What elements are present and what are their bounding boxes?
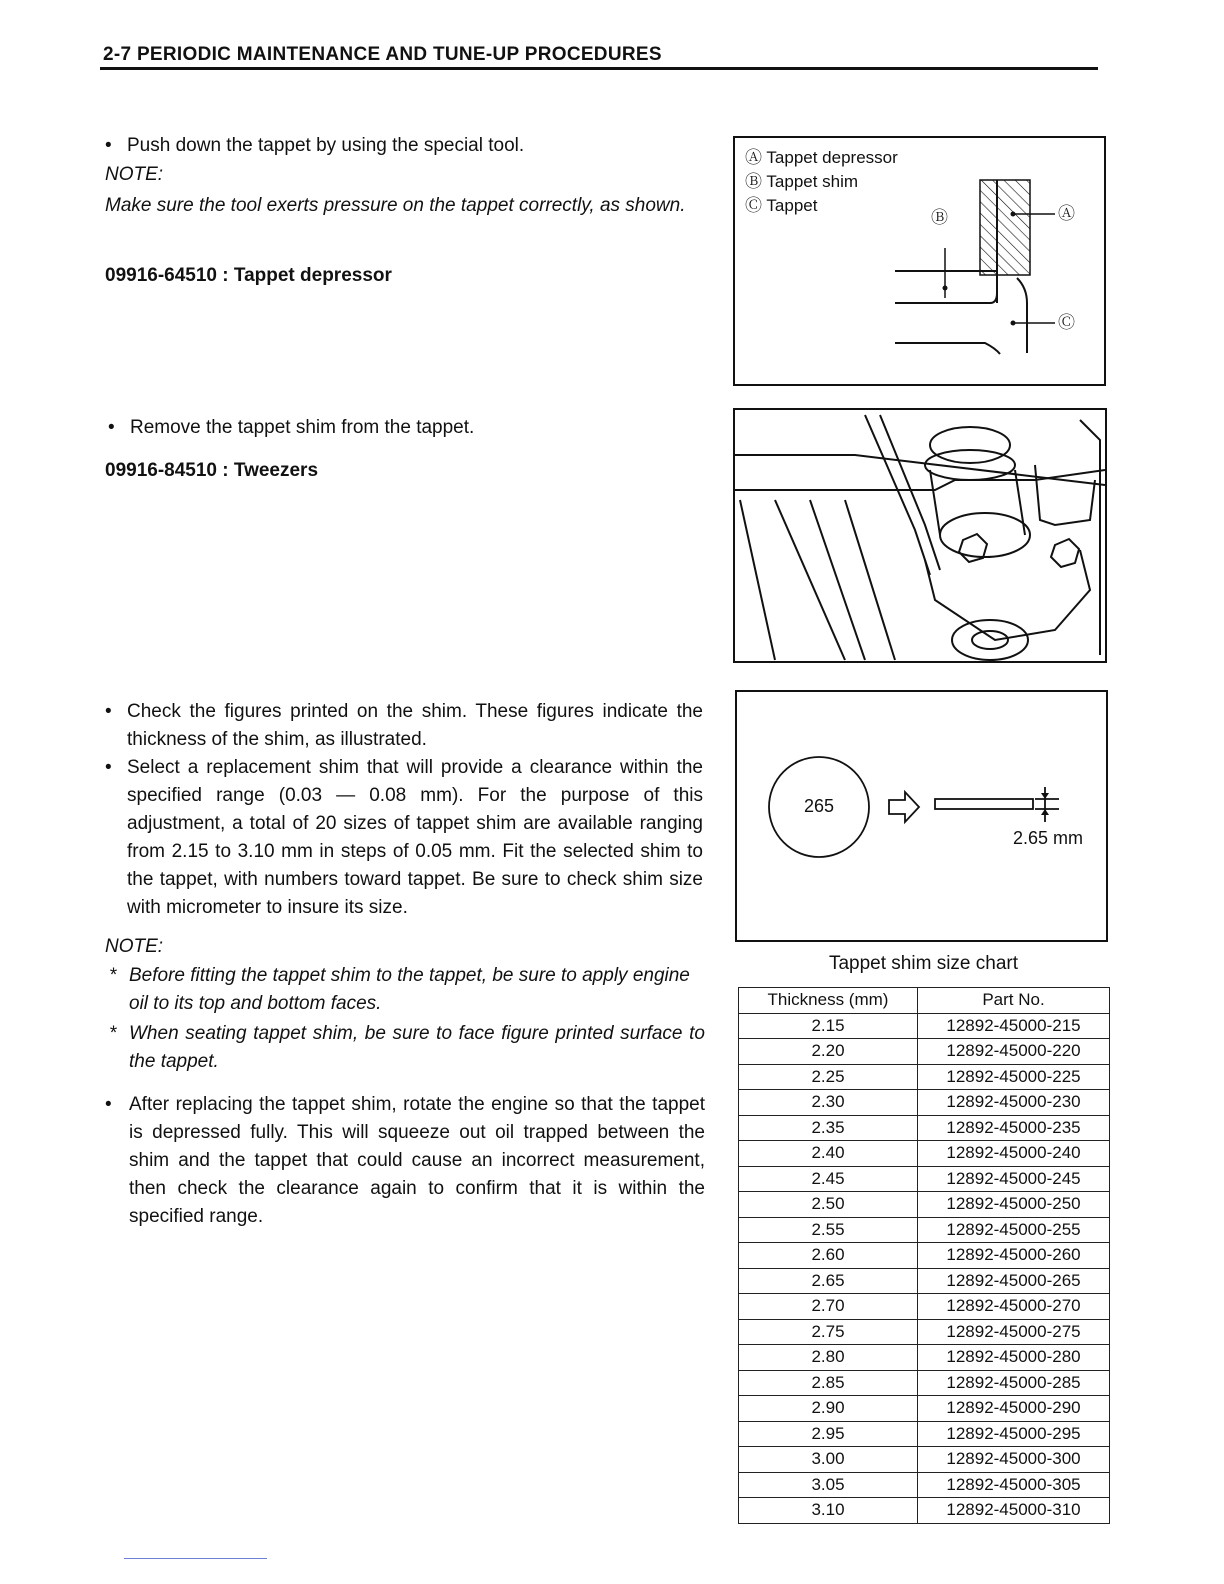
callout-c: Ⓒ (1058, 313, 1075, 332)
thickness-cell: 2.85 (739, 1370, 918, 1396)
legend-b: Ⓑ Tappet shim (745, 172, 859, 191)
header-rule (100, 67, 1098, 70)
part-no-cell: 12892-45000-230 (918, 1090, 1110, 1116)
table-row (739, 1192, 1110, 1218)
shim-thickness-figure (735, 690, 1108, 942)
table-row (739, 1064, 1110, 1090)
table-row (739, 1166, 1110, 1192)
table-row (739, 1498, 1110, 1524)
note2-item-1-text: Before fitting the tappet shim to the tappet, be sure to apply engine oil to its top and bottom faces. (129, 965, 690, 1014)
part-no-cell: 12892-45000-295 (918, 1421, 1110, 1447)
part-no-cell: 12892-45000-285 (918, 1370, 1110, 1396)
bullet-dot: • (105, 757, 112, 778)
bullet-dot: • (108, 417, 115, 438)
thickness-cell: 2.40 (739, 1141, 918, 1167)
step3-bullet1 (105, 698, 703, 754)
part-no-cell: 12892-45000-215 (918, 1013, 1110, 1039)
thickness-cell: 2.90 (739, 1396, 918, 1422)
table-row (739, 1396, 1110, 1422)
callout-a: Ⓐ (1058, 204, 1075, 223)
thickness-cell: 2.45 (739, 1166, 918, 1192)
part-no-cell: 12892-45000-255 (918, 1217, 1110, 1243)
thickness-cell: 2.35 (739, 1115, 918, 1141)
thickness-cell: 3.05 (739, 1472, 918, 1498)
table-row (739, 1115, 1110, 1141)
thickness-cell: 2.50 (739, 1192, 918, 1218)
table-row (739, 1447, 1110, 1473)
table-row (739, 1090, 1110, 1116)
step2-bullet (108, 414, 708, 442)
note2-item-2-text: When seating tappet shim, be sure to face figure printed surface to the tappet. (129, 1023, 705, 1072)
table-row (739, 1141, 1110, 1167)
part-no-cell: 12892-45000-270 (918, 1294, 1110, 1320)
thickness-cell: 2.55 (739, 1217, 918, 1243)
part-no-cell: 12892-45000-305 (918, 1472, 1110, 1498)
engine-drawing (735, 410, 1105, 661)
legend-a: Ⓐ Tappet depressor (745, 148, 898, 167)
note-label: NOTE: (105, 164, 164, 185)
table-row (739, 1013, 1110, 1039)
part-no-cell: 12892-45000-300 (918, 1447, 1110, 1473)
table-row (739, 1319, 1110, 1345)
step3-text1: Check the figures printed on the shim. These figures indicate the thickness of the shim, as illustrated. (127, 701, 703, 750)
step3-bullet2 (105, 754, 703, 922)
page-header-title: 2-7 PERIODIC MAINTENANCE AND TUNE-UP PROCEDURES (103, 44, 662, 65)
thickness-cell: 2.70 (739, 1294, 918, 1320)
shim-thickness-label: 2.65 mm (1013, 828, 1084, 848)
legend-c: Ⓒ Tappet (745, 196, 818, 215)
col-thickness: Thickness (mm) (739, 988, 918, 1014)
col-part-no: Part No. (918, 988, 1110, 1014)
part-no-cell: 12892-45000-280 (918, 1345, 1110, 1371)
table-row (739, 1472, 1110, 1498)
table-header-row (739, 988, 1110, 1014)
part-no-cell: 12892-45000-250 (918, 1192, 1110, 1218)
table-row (739, 1294, 1110, 1320)
part-no-cell: 12892-45000-240 (918, 1141, 1110, 1167)
footer-rule (124, 1558, 267, 1559)
thickness-cell: 2.20 (739, 1039, 918, 1065)
step3-text2: Select a replacement shim that will provide a clearance within the specified range (0.03 — 0.08 mm). For the purpose of this adjustment, a total of 20 sizes of tappet shim are available ranging from 2.15 to 3.10 mm in steps of 0.05 mm. Fit the selected shim to the tappet, with numbers toward tappet. Be sure to check shim size with micrometer to insure its size. (127, 757, 703, 918)
part-no-cell: 12892-45000-235 (918, 1115, 1110, 1141)
table-row (739, 1345, 1110, 1371)
note2-item-1 (105, 962, 705, 1018)
note2-item-2 (105, 1020, 705, 1076)
step1-bullet (105, 132, 705, 160)
bullet-dot: • (105, 701, 112, 722)
note-star: * (109, 965, 117, 986)
note-star: * (109, 1023, 117, 1044)
part-no-cell: 12892-45000-260 (918, 1243, 1110, 1269)
tool-ref-tappet-depressor: 09916-64510 : Tappet depressor (105, 265, 392, 286)
thickness-cell: 2.25 (739, 1064, 918, 1090)
shim-size-table (738, 987, 1110, 1524)
thickness-cell: 2.60 (739, 1243, 918, 1269)
part-no-cell: 12892-45000-265 (918, 1268, 1110, 1294)
tappet-depressor-drawing (735, 138, 1104, 384)
thickness-cell: 2.30 (739, 1090, 918, 1116)
table-row (739, 1243, 1110, 1269)
thickness-cell: 2.15 (739, 1013, 918, 1039)
part-no-cell: 12892-45000-225 (918, 1064, 1110, 1090)
part-no-cell: 12892-45000-245 (918, 1166, 1110, 1192)
note2-label: NOTE: (105, 936, 164, 957)
step2-text: Remove the tappet shim from the tappet. (130, 417, 475, 438)
step4-bullet (105, 1091, 705, 1231)
callout-b: Ⓑ (931, 208, 948, 227)
table-row (739, 1421, 1110, 1447)
step1-text: Push down the tappet by using the special tool. (127, 135, 525, 156)
thickness-cell: 2.65 (739, 1268, 918, 1294)
step1-note-text: Make sure the tool exerts pressure on the tappet correctly, as shown. (105, 195, 686, 216)
shim-number-label: 265 (803, 796, 835, 816)
bullet-dot: • (105, 135, 112, 156)
thickness-cell: 2.80 (739, 1345, 918, 1371)
thickness-cell: 3.00 (739, 1447, 918, 1473)
part-no-cell: 12892-45000-290 (918, 1396, 1110, 1422)
table-row (739, 1370, 1110, 1396)
tool-ref-tweezers: 09916-84510 : Tweezers (105, 460, 319, 481)
part-no-cell: 12892-45000-310 (918, 1498, 1110, 1524)
shim-chart-title: Tappet shim size chart (828, 953, 1019, 974)
table-row (739, 1268, 1110, 1294)
step4-text: After replacing the tappet shim, rotate the engine so that the tappet is depressed fully. This will squeeze out oil trapped between the shim and the tappet that could cause an incorrect measurement, then check the clearance again to confirm that it is within the specified range. (129, 1094, 705, 1227)
tappet-depressor-figure (733, 136, 1106, 386)
part-no-cell: 12892-45000-220 (918, 1039, 1110, 1065)
tweezers-engine-figure (733, 408, 1107, 663)
part-no-cell: 12892-45000-275 (918, 1319, 1110, 1345)
table-row (739, 1039, 1110, 1065)
shim-table-body (739, 1013, 1110, 1523)
thickness-cell: 2.95 (739, 1421, 918, 1447)
thickness-cell: 3.10 (739, 1498, 918, 1524)
bullet-dot: • (105, 1094, 112, 1115)
table-row (739, 1217, 1110, 1243)
thickness-cell: 2.75 (739, 1319, 918, 1345)
